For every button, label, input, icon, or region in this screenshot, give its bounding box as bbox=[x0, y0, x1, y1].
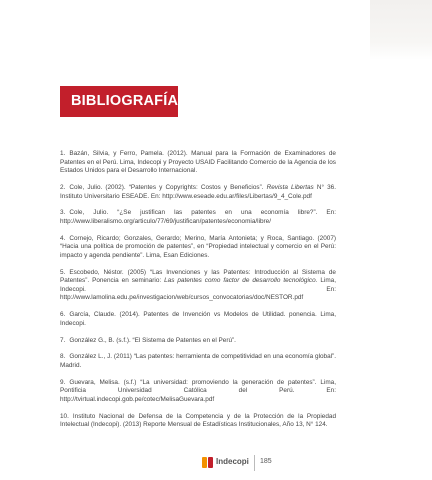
reference-text-cont: Lima, Indecopi. En: http://www.lamolina.edu.pe/investigacion/web/cursos_convocatorias/doc/NESTOR.pdf bbox=[60, 277, 336, 302]
reference-number: 7. bbox=[60, 336, 66, 344]
reference-number: 5. bbox=[60, 268, 66, 276]
footer-divider bbox=[254, 455, 255, 471]
reference-text: Bazán, Silvia, y Ferro, Pamela. (2012). Manual para la Formación de Examinadores de Patentes en el Perú. Lima, Indecopi y Proyecto USAID Facilitando Comercio de la Agencia de los Estados Unidos para el Desarrollo Internacional. bbox=[60, 150, 336, 175]
reference-text: Cornejo, Ricardo; Gonzales, Gerardo; Merino, María Antonieta; y Roca, Santiago. (2007) “Hacia una política de promoción de patentes”, en “Propiedad intelectual y comercio en el Perú: impacto y agenda pendiente”. Lima, Esan Ediciones. bbox=[60, 234, 336, 259]
reference-number: 4. bbox=[60, 234, 66, 242]
reference-text: Cole, Julio. (2002). “Patentes y Copyrights: Costos y Beneficios”. bbox=[69, 183, 267, 191]
reference-item bbox=[60, 311, 336, 328]
reference-item bbox=[60, 353, 336, 370]
reference-text: González L., J. (2011) “Las patentes: herramienta de competitividad en una economía global”. Madrid. bbox=[60, 353, 336, 369]
reference-journal: Revista Libertas bbox=[266, 183, 314, 191]
reference-number: 8. bbox=[60, 353, 66, 361]
reference-item bbox=[60, 379, 336, 405]
bibliography-list bbox=[60, 150, 336, 438]
section-title: BIBLIOGRAFÍA bbox=[71, 93, 179, 109]
reference-text: González G., B. (s.f.). “El Sistema de Patentes en el Perú”. bbox=[69, 336, 236, 344]
reference-item bbox=[60, 184, 336, 201]
page-number: 185 bbox=[260, 458, 272, 465]
reference-item bbox=[60, 413, 336, 430]
reference-item bbox=[60, 209, 336, 226]
logo-text: Indecopi bbox=[216, 457, 249, 466]
reference-text: Escobedo, Néstor. (2005) “Las Invenciones y las Patentes: Introducción al Sistema de Patentes”. Ponencia en seminario: bbox=[60, 268, 336, 285]
reference-number: 9. bbox=[60, 378, 66, 386]
reference-text-cont: N° 36. Instituto Universitario ESEADE. En: http://www.eseade.edu.ar/files/Libertas/9_4_Cole.pdf bbox=[60, 183, 336, 200]
page-corner-shade bbox=[370, 0, 432, 60]
reference-number: 10. bbox=[60, 412, 69, 420]
reference-item bbox=[60, 269, 336, 303]
reference-text: Cole, Julio. “¿Se justifican las patentes en una economía libre?”. En: http://www.liberalismo.org/articulo/77/69/justifican/patentes/economia/libre/ bbox=[60, 209, 336, 225]
reference-text: García, Claude. (2014). Patentes de Invención vs Modelos de Utilidad. ponencia. Lima, Indecopi. bbox=[60, 311, 336, 327]
reference-text: Guevara, Melisa. (s.f.) “La universidad: promoviendo la generación de patentes”. Lima, Pontificia Universidad Católica del Perú. En: http://tvirtual.indecopi.gob.pe/cotec/MelisaGuevara.pdf bbox=[60, 378, 336, 403]
reference-item bbox=[60, 235, 336, 261]
reference-item bbox=[60, 150, 336, 176]
reference-number: 3. bbox=[60, 209, 66, 217]
section-banner bbox=[60, 86, 178, 117]
reference-number: 6. bbox=[60, 311, 66, 319]
reference-seminar-title: Las patentes como factor de desarrollo tecnológico. bbox=[164, 277, 318, 285]
reference-number: 2. bbox=[60, 183, 66, 191]
reference-number: 1. bbox=[60, 150, 66, 157]
reference-item bbox=[60, 337, 336, 346]
reference-text: Instituto Nacional de Defensa de la Competencia y de la Protección de la Propiedad Intelectual (Indecopi). (2013) Reporte Mensual de Estadísticas Institucionales, Año 13, N° 124. bbox=[60, 412, 336, 429]
indecopi-logo-icon bbox=[202, 457, 213, 468]
